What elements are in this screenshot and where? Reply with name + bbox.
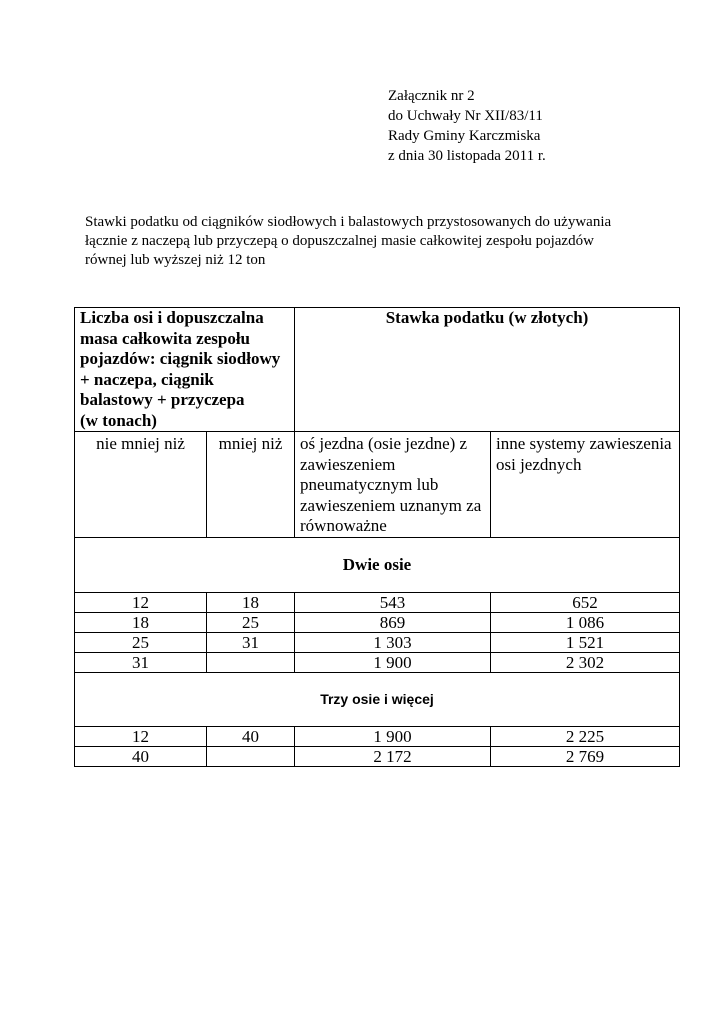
cell-min: 12 — [75, 592, 207, 612]
cell-rate-other: 652 — [491, 592, 680, 612]
cell-max — [207, 652, 295, 672]
cell-max: 18 — [207, 592, 295, 612]
cell-max: 31 — [207, 632, 295, 652]
intro-line: Stawki podatku od ciągników siodłowych i balastowych przystosowanych do używania — [85, 214, 612, 230]
section-row — [75, 537, 680, 592]
attachment-header — [388, 86, 546, 166]
cell-rate-other: 2 302 — [491, 652, 680, 672]
subheader-less-than: mniej niż — [207, 432, 295, 538]
tax-rate-table — [74, 307, 680, 767]
section-row — [75, 672, 680, 726]
subheader-pneumatic-suspension: oś jezdna (osie jezdne) z zawieszeniem pneumatycznym lub zawieszeniem uznanym za równoważne — [295, 432, 491, 538]
cell-rate-pneumatic: 1 900 — [295, 652, 491, 672]
cell-max — [207, 746, 295, 766]
section-three-axles: Trzy osie i więcej — [75, 672, 680, 726]
cell-rate-pneumatic: 869 — [295, 612, 491, 632]
intro-paragraph — [85, 213, 685, 270]
cell-rate-other: 2 225 — [491, 726, 680, 746]
cell-max: 25 — [207, 612, 295, 632]
cell-min: 18 — [75, 612, 207, 632]
intro-line: łącznie z naczepą lub przyczepą o dopuszczalnej masie całkowitej zespołu pojazdów — [85, 233, 594, 249]
council-name: Rady Gminy Karczmiska — [388, 128, 541, 144]
cell-min: 12 — [75, 726, 207, 746]
table-row — [75, 726, 680, 746]
cell-rate-other: 1 086 — [491, 612, 680, 632]
table-row — [75, 746, 680, 766]
resolution-number: do Uchwały Nr XII/83/11 — [388, 108, 543, 124]
cell-rate-pneumatic: 1 303 — [295, 632, 491, 652]
intro-line: równej lub wyższej niż 12 ton — [85, 252, 266, 268]
table-row — [75, 652, 680, 672]
table-row — [75, 632, 680, 652]
table-row — [75, 612, 680, 632]
cell-rate-pneumatic: 543 — [295, 592, 491, 612]
subheader-not-less-than: nie mniej niż — [75, 432, 207, 538]
cell-min: 25 — [75, 632, 207, 652]
cell-max: 40 — [207, 726, 295, 746]
cell-min: 40 — [75, 746, 207, 766]
cell-rate-pneumatic: 1 900 — [295, 726, 491, 746]
section-two-axles: Dwie osie — [75, 537, 680, 592]
header-axles-mass: Liczba osi i dopuszczalna masa całkowita zespołu pojazdów: ciągnik siodłowy + naczepa, ciągnik balastowy + przyczepa (w tonach) — [75, 308, 295, 432]
attachment-number: Załącznik nr 2 — [388, 88, 475, 104]
cell-rate-pneumatic: 2 172 — [295, 746, 491, 766]
cell-rate-other: 1 521 — [491, 632, 680, 652]
cell-rate-other: 2 769 — [491, 746, 680, 766]
table-row — [75, 592, 680, 612]
header-tax-rate: Stawka podatku (w złotych) — [295, 308, 680, 432]
table-subheader-row — [75, 432, 680, 538]
cell-min: 31 — [75, 652, 207, 672]
table-header-row — [75, 308, 680, 432]
resolution-date: z dnia 30 listopada 2011 r. — [388, 148, 546, 164]
subheader-other-suspension: inne systemy zawieszenia osi jezdnych — [491, 432, 680, 538]
